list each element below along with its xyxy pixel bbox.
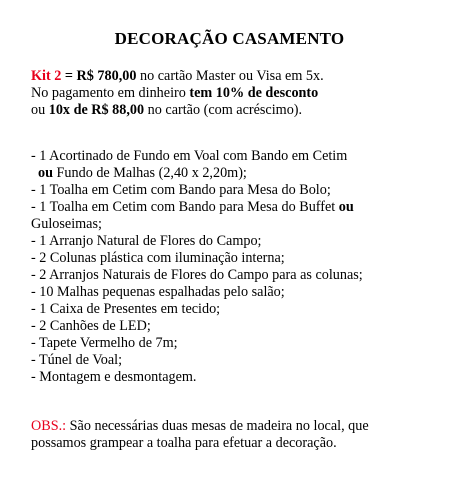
list-item: - 10 Malhas pequenas espalhadas pelo salão; [31, 284, 285, 300]
obs-text-2: possamos grampear a toalha para efetuar a decoração. [31, 435, 337, 451]
list-item: - 2 Colunas plástica com iluminação interna; [31, 250, 285, 266]
kit-name: Kit 2 [31, 68, 62, 84]
kit-pricing [31, 68, 446, 119]
list-item: - 1 Toalha em Cetim com Bando para Mesa do Bolo; [31, 182, 331, 198]
kit-price-line [31, 68, 446, 85]
obs-line [31, 418, 446, 435]
list-item: - Túnel de Voal; [31, 352, 123, 368]
cash-discount-line [31, 85, 446, 102]
items-list [31, 148, 446, 386]
list-item: - 1 Acortinado de Fundo em Voal com Bando em Cetim [31, 148, 348, 164]
or-word: ou [338, 199, 354, 215]
list-item: - Tapete Vermelho de 7m; [31, 335, 178, 351]
kit-price: = R$ 780,00 [64, 68, 137, 84]
cash-prefix: No pagamento em dinheiro [31, 85, 190, 101]
installment-line [31, 102, 446, 119]
obs-label: OBS.: [31, 418, 67, 434]
obs-text-1: São necessárias duas mesas de madeira no local, que [66, 418, 369, 434]
list-item: - 1 Arranjo Natural de Flores do Campo; [31, 233, 262, 249]
list-item: - 2 Arranjos Naturais de Flores do Campo para as colunas; [31, 267, 363, 283]
list-item-text: Fundo de Malhas (2,40 x 2,20m); [52, 165, 247, 181]
list-item-text: - 1 Toalha em Cetim com Bando para Mesa do Buffet [31, 199, 339, 215]
installment-prefix: ou [31, 102, 49, 118]
installment-value: 10x de R$ 88,00 [48, 102, 145, 118]
list-item [31, 165, 446, 182]
list-item: - 1 Caixa de Presentes em tecido; [31, 301, 221, 317]
observation-note [31, 418, 446, 452]
kit-card-text: no cartão Master ou Visa em 5x. [136, 68, 324, 84]
list-item: - Montagem e desmontagem. [31, 369, 197, 385]
list-item: - 2 Canhões de LED; [31, 318, 151, 334]
installment-suffix: no cartão (com acréscimo). [144, 102, 303, 118]
page-title: DECORAÇÃO CASAMENTO [114, 29, 345, 48]
cash-discount: tem 10% de desconto [189, 85, 319, 101]
or-word: ou [38, 165, 53, 181]
list-item [31, 199, 446, 216]
list-item: Guloseimas; [31, 216, 102, 232]
